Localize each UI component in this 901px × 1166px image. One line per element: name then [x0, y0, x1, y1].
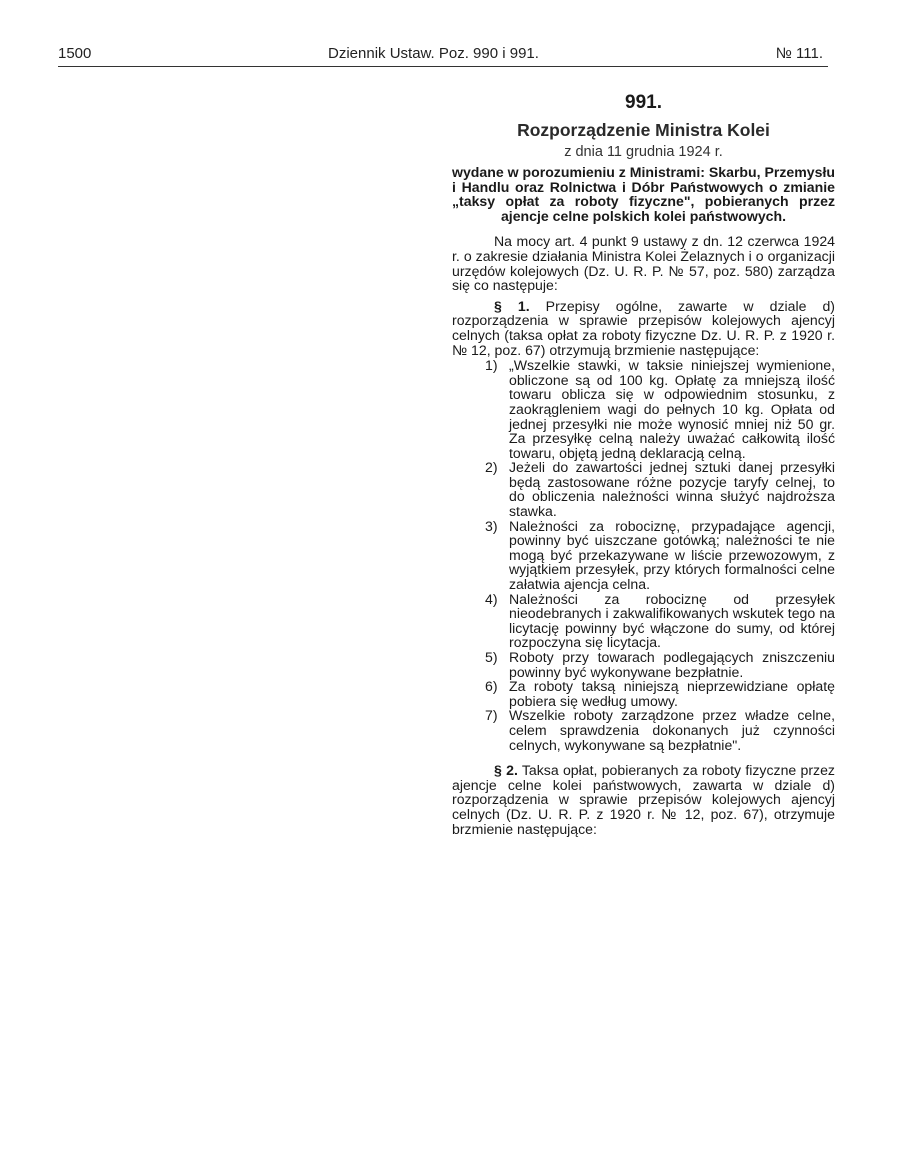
item-number: 7) [485, 707, 498, 724]
item-number: 5) [485, 649, 498, 665]
section-1-marker: § 1. [494, 297, 530, 314]
list-item [452, 460, 835, 518]
journal-title: Dziennik Ustaw. Poz. 990 i 991. [328, 45, 539, 62]
list-item [452, 679, 835, 708]
list-item [452, 592, 835, 650]
item-text: Należności za robociznę od przesyłek nieodebranych i zakwalifikowanych wskutek tego na licytację powinny być włączone do sumy, od której rozpoczyna się licytacja. [509, 590, 835, 651]
item-text: Wszelkie roboty zarządzone przez władze celne, celem sprawdzenia dokonanych już czynności celnych, wykonywane są bezpłatnie". [509, 707, 835, 753]
item-text: „Wszelkie stawki, w taksie niniejszej wymienione, obliczone są od 100 kg. Opłatę za mniejszą ilość towaru oblicza się w odpowiednim stosunku, z zaokrągleniem wagi do pełnych 10 kg. Opłata od jednej przesyłki nie może wynosić mniej niż 50 gr. Za przesyłkę celną należy uważać całkowitą ilość towaru, objętą jedną deklaracją celną. [509, 357, 835, 461]
list-item [452, 358, 835, 460]
section-1 [452, 299, 835, 357]
list-item [452, 519, 835, 592]
list-item [452, 708, 835, 752]
text-column [452, 88, 835, 836]
item-number: 4) [485, 590, 498, 607]
page-number: 1500 [58, 45, 92, 62]
page-header [58, 45, 823, 67]
item-text: Należności za robociznę, przypadające agencji, powinny być uiszczane gotówką; należności te nie mogą być przekazywane w liście przewozowym, z wyjątkiem przesyłek, przy których formalności celne załatwia ajencja celna. [509, 517, 835, 593]
list-item [452, 650, 835, 679]
item-text: Za roboty taksą niniejszą nieprzewidziane opłatę pobiera się według umowy. [509, 678, 835, 709]
section-2-marker: § 2. [494, 762, 518, 779]
act-subtitle: wydane w porozumieniu z Ministrami: Skarbu, Przemysłu i Handlu oraz Rolnictwa i Dóbr Państwowych o zmianie „taksy opłat za roboty fizyczne", pobieranych przez ajencje celne polskich kolei państwowych. [452, 164, 835, 224]
act-date: z dnia 11 grudnia 1924 r. [564, 144, 723, 160]
section-1-text: Przepisy ogólne, zawarte w dziale d) rozporządzenia w sprawie przepisów kolejowych ajencyj celnych (taksa opłat za roboty fizyczne Dz. U. R. P. z 1920 r. № 12, poz. 67) otrzymują brzmienie następujące: [452, 297, 835, 358]
act-number: 991. [625, 92, 662, 113]
item-text: Jeżeli do zawartości jednej sztuki danej przesyłki będą zastosowane różne pozycje taryfy celnej, to do obliczenia należności winna służyć najdroższa stawka. [509, 459, 835, 520]
item-number: 6) [485, 678, 498, 695]
item-text: Roboty przy towarach podlegających zniszczeniu powinny być wykonywane bezpłatnie. [509, 649, 835, 680]
item-number: 2) [485, 459, 498, 476]
act-title: Rozporządzenie Ministra Kolei [517, 120, 770, 140]
preamble: Na mocy art. 4 punkt 9 ustawy z dn. 12 czerwca 1924 r. o zakresie działania Ministra Kolei Żelaznych i o organizacji urzędów kolejowych (Dz. U. R. P. № 57, poz. 580) zarządza się co następuje: [452, 233, 835, 294]
item-number: 1) [485, 357, 498, 374]
issue-number: № 111. [775, 45, 823, 62]
section-2 [452, 763, 835, 836]
header-rule [58, 66, 828, 67]
section-2-text: Taksa opłat, pobieranych za roboty fizyczne przez ajencje celne kolei państwowych, zawarta w dziale d) rozporządzenia w sprawie przepisów kolejowych ajencyj celnych (Dz. U. R. P. z 1920 r. № 12, poz. 67), otrzymuje brzmienie następujące: [452, 762, 835, 837]
provisions-list [452, 358, 835, 752]
item-number: 3) [485, 517, 498, 534]
